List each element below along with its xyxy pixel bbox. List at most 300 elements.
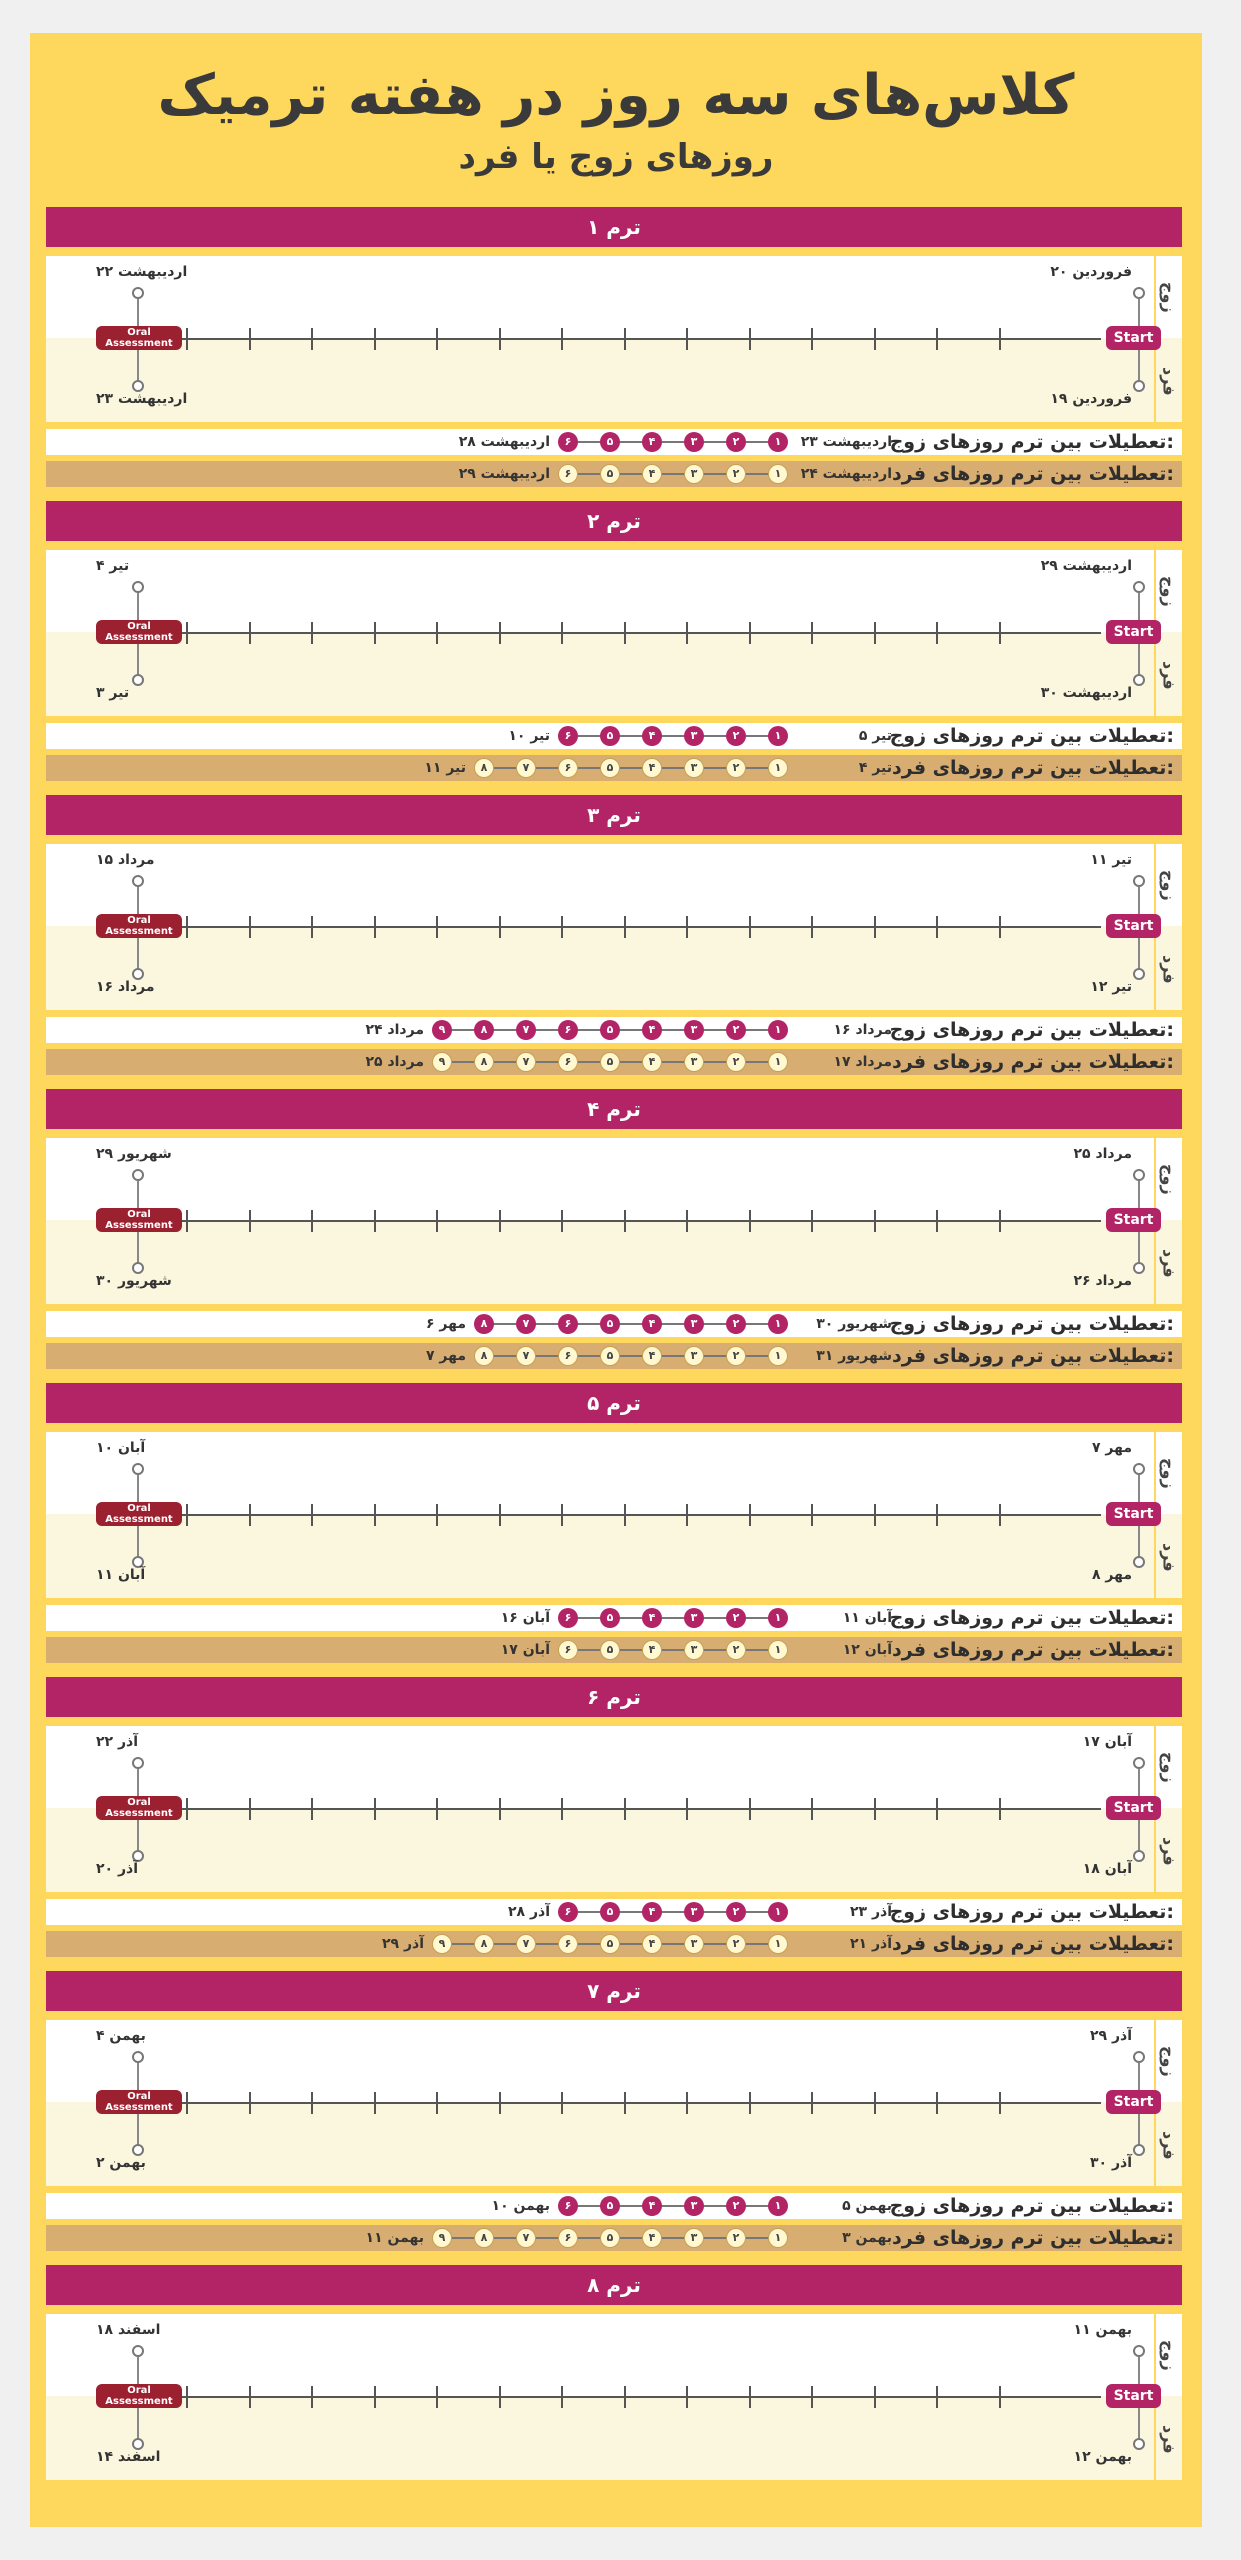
odd-holiday-day: ۱ (768, 1934, 788, 1954)
timeline-panel (46, 256, 1182, 422)
odd-end-date: ۲ بهمن (96, 2155, 146, 2171)
odd-holiday-label: تعطیلات بین ترم روزهای فرد: (892, 1933, 1174, 1955)
timeline-tick (874, 328, 876, 350)
odd-holiday-day: ۷ (516, 2228, 536, 2248)
even-end-date: ۲۲ آذر (96, 1734, 139, 1750)
even-holiday-day: ۴ (642, 1902, 662, 1922)
even-start-date: ۷ مهر (1091, 1440, 1132, 1456)
even-holiday-day: ۷ (516, 1314, 536, 1334)
even-end-date: ۱۵ مرداد (96, 852, 155, 868)
timeline-tick (499, 1798, 501, 1820)
timeline-tick (186, 2386, 188, 2408)
odd-holiday-day: ۲ (726, 758, 746, 778)
oral-assessment-badge: Oral Assessment (96, 2090, 182, 2114)
even-label: زوج (1159, 2339, 1179, 2371)
timeline-tick (624, 916, 626, 938)
even-start-date: ۱۱ بهمن (1073, 2322, 1132, 2338)
even-holiday-day: ۶ (558, 1314, 578, 1334)
odd-holiday-day: ۴ (642, 2228, 662, 2248)
timeline-tick (561, 622, 563, 644)
connector-dot (1133, 1556, 1145, 1568)
term-header: ترم ۳ (46, 795, 1182, 835)
timeline-tick (999, 916, 1001, 938)
timeline-tick (186, 622, 188, 644)
even-row-label (1156, 256, 1182, 338)
odd-row-background (46, 1220, 1182, 1304)
timeline-tick (499, 328, 501, 350)
even-row-label (1156, 1432, 1182, 1514)
timeline-tick (561, 2092, 563, 2114)
timeline-tick (749, 916, 751, 938)
even-holiday-day: ۸ (474, 1314, 494, 1334)
even-holiday-day: ۵ (600, 1020, 620, 1040)
even-holiday-day: ۵ (600, 1608, 620, 1628)
odd-holiday-day: ۹ (432, 2228, 452, 2248)
even-holiday-day: ۱ (768, 1608, 788, 1628)
even-holiday-day: ۴ (642, 726, 662, 746)
even-holiday-day: ۲ (726, 1314, 746, 1334)
even-label: زوج (1159, 869, 1179, 901)
timeline-tick (374, 916, 376, 938)
even-holiday-day: ۲ (726, 2196, 746, 2216)
timeline-tick (874, 1504, 876, 1526)
timeline-tick (311, 2092, 313, 2114)
timeline-tick (874, 916, 876, 938)
odd-end-date: ۳۰ شهریور (96, 1273, 172, 1289)
even-row-label (1156, 550, 1182, 632)
timeline-tick (561, 1798, 563, 1820)
even-start-date: ۲۰ فروردین (1050, 264, 1132, 280)
connector-dot (1133, 1850, 1145, 1862)
odd-holiday-to: ۲۹ اردیبهشت (458, 466, 550, 482)
timeline-tick (936, 1798, 938, 1820)
odd-holiday-day: ۶ (558, 1640, 578, 1660)
term-block (46, 207, 1182, 492)
even-holiday-day: ۶ (558, 1020, 578, 1040)
timeline-tick (436, 2092, 438, 2114)
odd-holiday-day: ۷ (516, 758, 536, 778)
odd-label: فرد (1159, 1248, 1179, 1278)
odd-holiday-day: ۵ (600, 1640, 620, 1660)
even-holiday-day: ۳ (684, 1902, 704, 1922)
oral-assessment-badge: Oral Assessment (96, 1796, 182, 1820)
connector-dot (132, 875, 144, 887)
even-holiday-label: تعطیلات بین ترم روزهای زوج: (889, 431, 1174, 453)
odd-holiday-label: تعطیلات بین ترم روزهای فرد: (892, 1051, 1174, 1073)
connector-dot (132, 2051, 144, 2063)
odd-holiday-day: ۲ (726, 1640, 746, 1660)
even-holiday-label: تعطیلات بین ترم روزهای زوج: (889, 725, 1174, 747)
odd-holiday-day: ۵ (600, 1346, 620, 1366)
even-holiday-label: تعطیلات بین ترم روزهای زوج: (889, 1607, 1174, 1629)
timeline-tick (436, 622, 438, 644)
timeline-tick (561, 2386, 563, 2408)
even-holiday-day: ۶ (558, 1902, 578, 1922)
odd-holiday-day: ۵ (600, 464, 620, 484)
odd-holiday-day: ۸ (474, 758, 494, 778)
connector-dot (132, 581, 144, 593)
timeline-tick (811, 2386, 813, 2408)
timeline-tick (311, 1798, 313, 1820)
even-holiday-day: ۲ (726, 1020, 746, 1040)
odd-holiday-day: ۱ (768, 1346, 788, 1366)
timeline-tick (811, 2092, 813, 2114)
odd-start-date: ۱۲ بهمن (1073, 2449, 1132, 2465)
even-holiday-day: ۱ (768, 1020, 788, 1040)
start-badge: Start (1106, 2384, 1161, 2408)
even-holiday-from: ۳۰ شهریور (816, 1316, 892, 1332)
timeline-tick (936, 2092, 938, 2114)
timeline-tick (624, 328, 626, 350)
even-holiday-day: ۲ (726, 1902, 746, 1922)
timeline-tick (561, 916, 563, 938)
odd-row-background (46, 338, 1182, 422)
timeline-tick (436, 1798, 438, 1820)
timeline-tick (374, 1210, 376, 1232)
timeline-tick (561, 328, 563, 350)
timeline-line (141, 632, 1101, 634)
odd-holiday-day: ۳ (684, 464, 704, 484)
odd-holiday-day: ۹ (432, 1052, 452, 1072)
start-badge: Start (1106, 1502, 1161, 1526)
even-end-date: ۲۹ شهریور (96, 1146, 172, 1162)
timeline-tick (374, 328, 376, 350)
connector-dot (1133, 674, 1145, 686)
timeline-tick (249, 1210, 251, 1232)
connector-dot (1133, 2438, 1145, 2450)
schedule-card (30, 33, 1202, 2527)
timeline-tick (311, 622, 313, 644)
odd-holiday-day: ۷ (516, 1934, 536, 1954)
even-start-date: ۱۷ آبان (1082, 1734, 1132, 1750)
even-holiday-day: ۲ (726, 432, 746, 452)
odd-start-date: ۱۲ تیر (1090, 979, 1132, 995)
odd-row-label (1156, 2104, 1182, 2186)
even-holiday-day: ۴ (642, 1020, 662, 1040)
timeline-tick (436, 1504, 438, 1526)
odd-row-label (1156, 1810, 1182, 1892)
timeline-tick (999, 1504, 1001, 1526)
odd-holiday-day: ۳ (684, 1640, 704, 1660)
even-holiday-day: ۱ (768, 726, 788, 746)
timeline-tick (874, 1210, 876, 1232)
odd-holiday-day: ۲ (726, 2228, 746, 2248)
timeline-panel (46, 844, 1182, 1010)
page-title: کلاس‌های سه روز در هفته ترمیک (157, 63, 1075, 128)
connector-dot (132, 674, 144, 686)
odd-holiday-from: ۲۱ آذر (849, 1936, 892, 1952)
even-start-date: ۲۹ اردیبهشت (1040, 558, 1132, 574)
start-badge: Start (1106, 326, 1161, 350)
even-row-label (1156, 2314, 1182, 2396)
term-header: ترم ۷ (46, 1971, 1182, 2011)
even-holiday-day: ۲ (726, 726, 746, 746)
even-holiday-day: ۷ (516, 1020, 536, 1040)
timeline-tick (249, 622, 251, 644)
timeline-tick (374, 1504, 376, 1526)
timeline-tick (999, 1210, 1001, 1232)
term-header: ترم ۲ (46, 501, 1182, 541)
timeline-tick (186, 1504, 188, 1526)
odd-label: فرد (1159, 1836, 1179, 1866)
even-label: زوج (1159, 2045, 1179, 2077)
connector-dot (1133, 380, 1145, 392)
odd-label: فرد (1159, 366, 1179, 396)
term-block (46, 1089, 1182, 1374)
odd-holiday-day: ۶ (558, 2228, 578, 2248)
even-row-label (1156, 2020, 1182, 2102)
odd-holiday-day: ۱ (768, 1052, 788, 1072)
timeline-line (141, 338, 1101, 340)
odd-holiday-to: ۱۷ آبان (500, 1642, 550, 1658)
timeline-tick (811, 1504, 813, 1526)
timeline-tick (249, 2092, 251, 2114)
odd-start-date: ۸ مهر (1091, 1567, 1132, 1583)
connector-dot (1133, 1463, 1145, 1475)
odd-holiday-day: ۲ (726, 464, 746, 484)
start-badge: Start (1106, 2090, 1161, 2114)
even-end-date: ۱۰ آبان (96, 1440, 146, 1456)
timeline-tick (311, 916, 313, 938)
timeline-tick (374, 1798, 376, 1820)
even-holiday-row (46, 723, 1182, 749)
timeline-tick (311, 2386, 313, 2408)
even-label: زوج (1159, 281, 1179, 313)
odd-holiday-label: تعطیلات بین ترم روزهای فرد: (892, 2227, 1174, 2249)
odd-holiday-row (46, 461, 1182, 487)
timeline-tick (249, 1504, 251, 1526)
even-holiday-day: ۵ (600, 1314, 620, 1334)
timeline-tick (436, 328, 438, 350)
even-holiday-day: ۳ (684, 2196, 704, 2216)
even-holiday-from: ۲۳ اردیبهشت (800, 434, 892, 450)
timeline-tick (936, 2386, 938, 2408)
even-holiday-day: ۶ (558, 432, 578, 452)
odd-holiday-from: ۴ تیر (858, 760, 892, 776)
timeline-tick (749, 622, 751, 644)
odd-holiday-day: ۱ (768, 464, 788, 484)
term-header: ترم ۵ (46, 1383, 1182, 1423)
even-holiday-to: ۲۸ آذر (507, 1904, 550, 1920)
odd-start-date: ۳۰ اردیبهشت (1040, 685, 1132, 701)
term-header: ترم ۴ (46, 1089, 1182, 1129)
even-holiday-row (46, 2193, 1182, 2219)
timeline-line (141, 1514, 1101, 1516)
even-holiday-day: ۵ (600, 432, 620, 452)
connector-dot (132, 287, 144, 299)
even-holiday-day: ۳ (684, 432, 704, 452)
connector-dot (1133, 968, 1145, 980)
oral-assessment-badge: Oral Assessment (96, 326, 182, 350)
odd-holiday-from: ۲۴ اردیبهشت (800, 466, 892, 482)
odd-holiday-day: ۴ (642, 464, 662, 484)
even-holiday-day: ۶ (558, 2196, 578, 2216)
even-start-date: ۲۵ مرداد (1073, 1146, 1132, 1162)
connector-dot (1133, 1757, 1145, 1769)
timeline-tick (436, 916, 438, 938)
timeline-tick (624, 1798, 626, 1820)
even-holiday-day: ۱ (768, 1314, 788, 1334)
even-holiday-day: ۱ (768, 432, 788, 452)
oral-assessment-badge: Oral Assessment (96, 2384, 182, 2408)
odd-end-date: ۲۰ آذر (96, 1861, 139, 1877)
even-holiday-label: تعطیلات بین ترم روزهای زوج: (889, 1313, 1174, 1335)
odd-row-label (1156, 1516, 1182, 1598)
even-holiday-to: ۱۰ بهمن (491, 2198, 550, 2214)
odd-holiday-label: تعطیلات بین ترم روزهای فرد: (892, 757, 1174, 779)
odd-holiday-to: ۱۱ بهمن (365, 2230, 424, 2246)
even-holiday-row (46, 1605, 1182, 1631)
timeline-tick (811, 1798, 813, 1820)
odd-holiday-day: ۳ (684, 1052, 704, 1072)
timeline-panel (46, 1726, 1182, 1892)
odd-row-label (1156, 2398, 1182, 2480)
timeline-tick (499, 622, 501, 644)
timeline-tick (936, 916, 938, 938)
odd-holiday-from: ۱۷ مرداد (833, 1054, 892, 1070)
odd-end-date: ۲۳ اردیبهشت (96, 391, 188, 407)
odd-row-background (46, 2396, 1182, 2480)
timeline-tick (749, 1210, 751, 1232)
timeline-panel (46, 550, 1182, 716)
even-holiday-day: ۶ (558, 726, 578, 746)
timeline-tick (686, 622, 688, 644)
term-block (46, 1971, 1182, 2256)
even-row-label (1156, 1138, 1182, 1220)
even-holiday-from: ۵ تیر (858, 728, 892, 744)
even-holiday-from: ۵ بهمن (842, 2198, 892, 2214)
timeline-tick (186, 916, 188, 938)
even-start-date: ۲۹ آذر (1089, 2028, 1132, 2044)
even-holiday-day: ۳ (684, 726, 704, 746)
connector-dot (1133, 1169, 1145, 1181)
even-holiday-day: ۶ (558, 1608, 578, 1628)
odd-end-date: ۱۱ آبان (96, 1567, 146, 1583)
odd-holiday-to: ۲۵ مرداد (365, 1054, 424, 1070)
even-holiday-row (46, 1899, 1182, 1925)
timeline-line (141, 1220, 1101, 1222)
term-block (46, 1383, 1182, 1668)
odd-holiday-day: ۱ (768, 2228, 788, 2248)
even-holiday-day: ۴ (642, 2196, 662, 2216)
connector-dot (1133, 2345, 1145, 2357)
odd-holiday-day: ۴ (642, 1052, 662, 1072)
timeline-panel (46, 2020, 1182, 2186)
odd-row-background (46, 2102, 1182, 2186)
even-holiday-row (46, 1311, 1182, 1337)
odd-holiday-day: ۶ (558, 758, 578, 778)
timeline-tick (499, 916, 501, 938)
timeline-tick (686, 2092, 688, 2114)
even-holiday-day: ۴ (642, 1314, 662, 1334)
timeline-tick (499, 1504, 501, 1526)
timeline-tick (624, 1210, 626, 1232)
odd-holiday-row (46, 1343, 1182, 1369)
odd-holiday-day: ۴ (642, 1934, 662, 1954)
timeline-tick (749, 2092, 751, 2114)
timeline-tick (436, 1210, 438, 1232)
even-holiday-row (46, 1017, 1182, 1043)
timeline-tick (874, 2092, 876, 2114)
timeline-tick (936, 622, 938, 644)
odd-holiday-day: ۱ (768, 758, 788, 778)
even-holiday-day: ۱ (768, 2196, 788, 2216)
timeline-tick (999, 1798, 1001, 1820)
odd-holiday-day: ۳ (684, 758, 704, 778)
timeline-tick (811, 1210, 813, 1232)
odd-start-date: ۳۰ آذر (1089, 2155, 1132, 2171)
even-row-label (1156, 844, 1182, 926)
odd-label: فرد (1159, 2130, 1179, 2160)
term-block (46, 1677, 1182, 1962)
even-end-date: ۴ تیر (96, 558, 130, 574)
odd-end-date: ۱۴ اسفند (96, 2449, 161, 2465)
odd-label: فرد (1159, 1542, 1179, 1572)
timeline-tick (999, 328, 1001, 350)
even-holiday-label: تعطیلات بین ترم روزهای زوج: (889, 1019, 1174, 1041)
timeline-tick (936, 1210, 938, 1232)
even-holiday-day: ۵ (600, 726, 620, 746)
connector-dot (1133, 287, 1145, 299)
odd-holiday-row (46, 2225, 1182, 2251)
timeline-tick (249, 328, 251, 350)
odd-holiday-label: تعطیلات بین ترم روزهای فرد: (892, 1345, 1174, 1367)
start-badge: Start (1106, 1796, 1161, 1820)
timeline-tick (624, 2092, 626, 2114)
odd-holiday-day: ۱ (768, 1640, 788, 1660)
even-holiday-from: ۱۶ مرداد (833, 1022, 892, 1038)
odd-holiday-day: ۸ (474, 1052, 494, 1072)
even-holiday-day: ۸ (474, 1020, 494, 1040)
term-header: ترم ۸ (46, 2265, 1182, 2305)
timeline-tick (561, 1210, 563, 1232)
even-holiday-day: ۹ (432, 1020, 452, 1040)
connector-dot (1133, 581, 1145, 593)
even-label: زوج (1159, 1163, 1179, 1195)
odd-holiday-day: ۵ (600, 2228, 620, 2248)
term-header: ترم ۱ (46, 207, 1182, 247)
timeline-line (141, 926, 1101, 928)
even-holiday-day: ۲ (726, 1608, 746, 1628)
connector-dot (132, 2345, 144, 2357)
odd-holiday-row (46, 1637, 1182, 1663)
timeline-tick (686, 916, 688, 938)
timeline-tick (624, 622, 626, 644)
timeline-tick (499, 1210, 501, 1232)
timeline-tick (811, 916, 813, 938)
odd-holiday-day: ۶ (558, 1346, 578, 1366)
odd-holiday-day: ۲ (726, 1052, 746, 1072)
even-label: زوج (1159, 1457, 1179, 1489)
timeline-tick (999, 622, 1001, 644)
odd-holiday-day: ۵ (600, 758, 620, 778)
odd-holiday-label: تعطیلات بین ترم روزهای فرد: (892, 1639, 1174, 1661)
odd-holiday-day: ۵ (600, 1052, 620, 1072)
term-block (46, 501, 1182, 786)
connector-dot (1133, 1262, 1145, 1274)
odd-holiday-to: ۷ مهر (425, 1348, 466, 1364)
timeline-tick (249, 916, 251, 938)
odd-holiday-day: ۹ (432, 1934, 452, 1954)
odd-row-background (46, 1514, 1182, 1598)
start-badge: Start (1106, 620, 1161, 644)
timeline-tick (374, 622, 376, 644)
oral-assessment-badge: Oral Assessment (96, 620, 182, 644)
odd-holiday-day: ۵ (600, 1934, 620, 1954)
even-holiday-to: ۲۸ اردیبهشت (458, 434, 550, 450)
timeline-tick (811, 622, 813, 644)
timeline-tick (561, 1504, 563, 1526)
